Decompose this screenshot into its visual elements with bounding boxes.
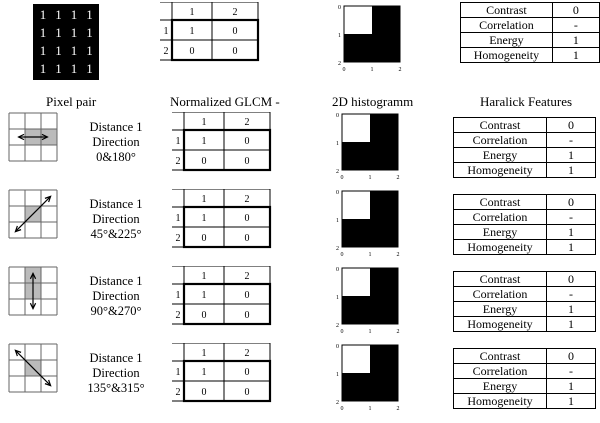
glcm-cell-value: 0 [244, 290, 250, 301]
description-line: Direction [92, 289, 140, 303]
histogram-x-tick: 2 [396, 406, 400, 412]
feature-row [454, 364, 596, 379]
histogram-x-tick: 2 [396, 175, 400, 181]
direction-arrow [15, 196, 50, 231]
feature-row [454, 379, 596, 394]
direction-description [76, 274, 156, 319]
image-pixel-value: 1 [86, 61, 93, 76]
feature-row [454, 287, 596, 302]
feature-row [454, 133, 596, 148]
feature-value: 1 [547, 163, 596, 178]
histogram-y-tick: 2 [338, 61, 341, 67]
image-pixel-value: 1 [55, 61, 62, 76]
image-pixel-value: 1 [70, 7, 78, 22]
feature-row [461, 48, 600, 63]
glcm-col-label: 1 [201, 348, 207, 359]
features-table [453, 271, 596, 332]
histogram-y-tick: 1 [336, 295, 339, 301]
glcm-row-label: 1 [175, 290, 181, 301]
histogram-y-tick: 2 [336, 246, 339, 252]
glcm-cell-value: 0 [244, 156, 250, 167]
feature-row [454, 240, 596, 255]
glcm-col-label: 2 [244, 194, 250, 205]
histogram-x-tick: 1 [368, 329, 372, 335]
image-pixel-value: 1 [55, 7, 62, 22]
feature-row [461, 3, 600, 18]
feature-row [454, 349, 596, 364]
glcm-cell-value: 0 [232, 26, 238, 37]
feature-name: Energy [454, 302, 547, 317]
feature-row [454, 210, 596, 225]
feature-name: Correlation [454, 133, 547, 148]
histogram-y-tick: 0 [336, 190, 339, 196]
feature-value: 1 [552, 33, 599, 48]
histogram-y-tick: 1 [336, 141, 339, 147]
feature-row [454, 394, 596, 409]
feature-row [454, 118, 596, 133]
histogram-x-tick: 1 [368, 252, 372, 258]
glcm-matrix [172, 343, 292, 405]
feature-value: 1 [547, 379, 596, 394]
histogram-empty-bin [342, 191, 370, 219]
glcm-cell-value: 0 [244, 136, 250, 147]
description-line: Direction [92, 135, 140, 149]
feature-value: 1 [547, 225, 596, 240]
pixel-pair-grid [8, 112, 60, 164]
feature-value: 1 [547, 148, 596, 163]
feature-name: Contrast [454, 272, 547, 287]
glcm-cell-value: 0 [201, 310, 207, 321]
feature-value: 1 [552, 48, 599, 63]
feature-value: 1 [547, 317, 596, 332]
image-pixel-value: 1 [39, 7, 47, 22]
glcm-col-label: 2 [232, 7, 238, 18]
description-line: Direction [92, 212, 140, 226]
image-pixel-value: 1 [70, 25, 78, 40]
histogram-empty-bin [342, 345, 370, 373]
feature-value: 1 [547, 302, 596, 317]
glcm-cell-value: 0 [232, 46, 238, 57]
glcm-col-label: 1 [201, 194, 207, 205]
feature-value: 0 [552, 3, 599, 18]
glcm-row-label: 1 [175, 213, 181, 224]
feature-value: 0 [547, 349, 596, 364]
pixel-pair-grid [8, 343, 60, 395]
histogram-y-tick: 0 [336, 344, 339, 350]
feature-name: Correlation [454, 287, 547, 302]
histogram [334, 341, 404, 413]
feature-value: 1 [547, 394, 596, 409]
histogram-empty-bin [342, 268, 370, 296]
glcm-row-label: 1 [175, 367, 181, 378]
feature-name: Correlation [461, 18, 553, 33]
image-pixel-value: 1 [39, 61, 47, 76]
histogram-y-tick: 2 [336, 400, 339, 406]
description-line: Distance 1 [89, 197, 143, 211]
feature-name: Contrast [454, 118, 547, 133]
glcm-row-label: 1 [163, 26, 169, 37]
image-pixel-value: 1 [39, 25, 47, 40]
glcm-matrix [172, 266, 292, 328]
feature-name: Contrast [461, 3, 553, 18]
features-table [453, 117, 596, 178]
glcm-matrix [172, 189, 292, 251]
feature-value: - [547, 210, 596, 225]
description-line: Distance 1 [89, 120, 143, 134]
glcm-row-label: 1 [175, 136, 181, 147]
histogram [334, 187, 404, 259]
glcm-cell-value: 0 [189, 46, 195, 57]
histogram-y-tick: 1 [338, 33, 341, 39]
feature-value: 0 [547, 118, 596, 133]
feature-row [454, 225, 596, 240]
feature-name: Energy [454, 148, 547, 163]
image-matrix [33, 4, 99, 80]
histogram-x-tick: 1 [368, 406, 372, 412]
histogram-x-tick: 1 [368, 175, 372, 181]
description-line: 135°&315° [87, 381, 145, 395]
feature-name: Homogeneity [454, 317, 547, 332]
image-pixel-value: 1 [86, 43, 93, 58]
direction-description [76, 120, 156, 165]
glcm-cell-value: 0 [244, 233, 250, 244]
histogram-y-tick: 0 [336, 113, 339, 119]
histogram-empty-bin [342, 114, 370, 142]
feature-value: 0 [547, 195, 596, 210]
histogram-top [336, 2, 406, 74]
feature-name: Contrast [454, 349, 547, 364]
description-line: Direction [92, 366, 140, 380]
description-line: 45°&225° [90, 227, 142, 241]
pixel-pair-grid [8, 266, 60, 318]
image-pixel-value: 1 [55, 25, 62, 40]
features-table [453, 194, 596, 255]
feature-name: Energy [454, 379, 547, 394]
features-table-top [460, 2, 600, 63]
feature-name: Contrast [454, 195, 547, 210]
feature-row [454, 317, 596, 332]
header-haralick: Haralick Features [480, 94, 573, 109]
feature-name: Homogeneity [454, 163, 547, 178]
header-glcm: Normalized GLCM - [170, 94, 280, 109]
glcm-cell-value: 1 [201, 367, 207, 378]
image-pixel-value: 1 [70, 43, 78, 58]
feature-value: - [547, 287, 596, 302]
header-histogram: 2D histogramm [332, 94, 414, 109]
feature-name: Correlation [454, 210, 547, 225]
histogram-x-tick: 2 [396, 252, 400, 258]
glcm-cell-value: 0 [244, 213, 250, 224]
image-pixel-value: 1 [86, 25, 93, 40]
glcm-row-label: 2 [175, 387, 181, 398]
glcm-row-label: 2 [175, 156, 181, 167]
feature-row [454, 272, 596, 287]
glcm-cell-value: 0 [201, 233, 207, 244]
feature-row [461, 33, 600, 48]
histogram [334, 110, 404, 182]
pixel-pair-grid [8, 189, 60, 241]
histogram-y-tick: 2 [336, 169, 339, 175]
glcm-cell-value: 0 [244, 310, 250, 321]
glcm-col-label: 1 [201, 271, 207, 282]
feature-name: Homogeneity [454, 240, 547, 255]
histogram-x-tick: 1 [370, 67, 374, 73]
feature-value: 0 [547, 272, 596, 287]
feature-name: Energy [461, 33, 553, 48]
description-line: 0&180° [96, 150, 136, 164]
glcm-col-label: 1 [201, 117, 207, 128]
feature-name: Homogeneity [454, 394, 547, 409]
histogram [334, 264, 404, 336]
feature-row [454, 163, 596, 178]
glcm-cell-value: 0 [244, 387, 250, 398]
histogram-y-tick: 1 [336, 218, 339, 224]
glcm-row-label: 2 [163, 46, 169, 57]
histogram-empty-bin [344, 6, 372, 34]
feature-name: Energy [454, 225, 547, 240]
histogram-y-tick: 0 [338, 5, 341, 11]
glcm-cell-value: 0 [244, 367, 250, 378]
direction-arrow [15, 350, 50, 385]
features-table [453, 348, 596, 409]
glcm-row-label: 2 [175, 233, 181, 244]
feature-name: Correlation [454, 364, 547, 379]
description-line: 90°&270° [90, 304, 142, 318]
glcm-col-label: 2 [244, 348, 250, 359]
glcm-col-label: 2 [244, 271, 250, 282]
feature-row [454, 148, 596, 163]
glcm-cell-value: 1 [201, 290, 207, 301]
histogram-x-tick: 2 [396, 329, 400, 335]
image-pixel-value: 1 [70, 61, 78, 76]
glcm-cell-value: 0 [201, 156, 207, 167]
header-pixel-pair: Pixel pair [46, 94, 97, 109]
feature-value: - [547, 364, 596, 379]
glcm-cell-value: 1 [201, 213, 207, 224]
glcm-col-label: 1 [189, 7, 195, 18]
glcm-cell-value: 1 [201, 136, 207, 147]
histogram-x-tick: 0 [342, 67, 346, 73]
glcm-col-label: 2 [244, 117, 250, 128]
direction-description [76, 351, 156, 396]
histogram-x-tick: 2 [398, 67, 402, 73]
description-line: Distance 1 [89, 274, 143, 288]
feature-row [454, 302, 596, 317]
glcm-cell-value: 0 [201, 387, 207, 398]
histogram-x-tick: 0 [340, 406, 344, 412]
image-pixel-value: 1 [39, 43, 47, 58]
histogram-x-tick: 0 [340, 329, 344, 335]
glcm-matrix [172, 112, 292, 174]
image-pixel-value: 1 [86, 7, 93, 22]
feature-value: - [547, 133, 596, 148]
description-line: Distance 1 [89, 351, 143, 365]
histogram-x-tick: 0 [340, 252, 344, 258]
feature-value: - [552, 18, 599, 33]
histogram-x-tick: 0 [340, 175, 344, 181]
glcm-matrix-top [160, 2, 280, 64]
glcm-row-label: 2 [175, 310, 181, 321]
direction-description [76, 197, 156, 242]
feature-name: Homogeneity [461, 48, 553, 63]
glcm-cell-value: 1 [189, 26, 195, 37]
histogram-y-tick: 2 [336, 323, 339, 329]
feature-value: 1 [547, 240, 596, 255]
feature-row [454, 195, 596, 210]
image-pixel-value: 1 [55, 43, 62, 58]
histogram-y-tick: 1 [336, 372, 339, 378]
histogram-y-tick: 0 [336, 267, 339, 273]
feature-row [461, 18, 600, 33]
